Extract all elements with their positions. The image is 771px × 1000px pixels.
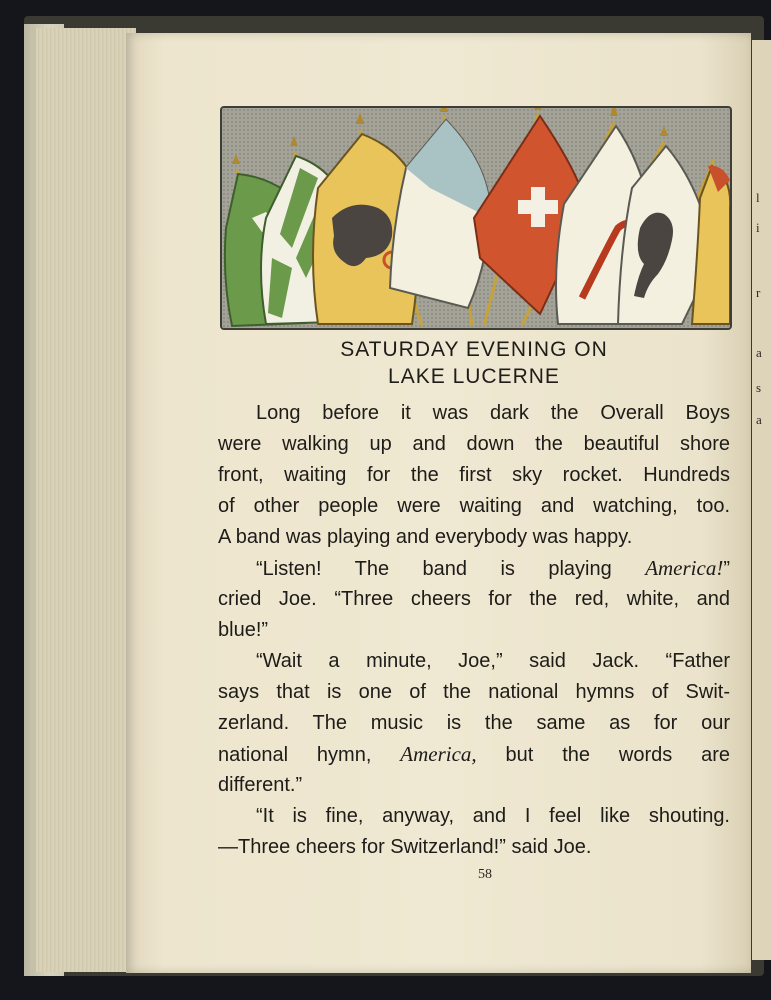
text-line: Long before it was dark the Overall Boys <box>256 402 730 424</box>
text-line: cried Joe. “Three cheers for the red, white, and <box>218 588 730 610</box>
text-segment: but the words are <box>476 744 730 766</box>
title-line: SATURDAY EVENING ON <box>340 338 608 361</box>
text-line: front, waiting for the first sky rocket. Hundreds <box>218 464 730 486</box>
italic-title: America, <box>400 742 477 766</box>
body-text <box>218 398 730 863</box>
text-line: blue!” <box>218 619 269 641</box>
text-line: different.” <box>218 774 303 796</box>
text-line: —Three cheers for Switzerland!” said Joe. <box>218 836 592 858</box>
text-line: “It is fine, anyway, and I feel like shouting. <box>256 805 730 827</box>
italic-title: America! <box>645 556 724 580</box>
text-line <box>218 739 730 770</box>
text-line <box>218 553 730 584</box>
chapter-title <box>218 336 730 390</box>
swiss-canton-flags-image <box>222 108 730 328</box>
text-line: says that is one of the national hymns of Swit- <box>218 681 730 703</box>
text-line: of other people were waiting and watching, too. <box>218 495 730 517</box>
text-line: zerland. The music is the same as for our <box>218 712 730 734</box>
page-edges <box>30 28 136 972</box>
text-line: “Wait a minute, Joe,” said Jack. “Father <box>256 650 730 672</box>
facing-page-edge: l i r a s a <box>752 40 771 960</box>
text-segment: ” <box>723 558 730 580</box>
title-line: LAKE LUCERNE <box>388 365 560 388</box>
page-number: 58 <box>478 867 492 882</box>
text-line: A band was playing and everybody was happy. <box>218 526 633 548</box>
text-segment: national hymn, <box>218 744 401 766</box>
flags-illustration <box>220 106 732 330</box>
text-segment: “Listen! The band is playing <box>256 558 646 580</box>
text-line: were walking up and down the beautiful shore <box>218 433 730 455</box>
